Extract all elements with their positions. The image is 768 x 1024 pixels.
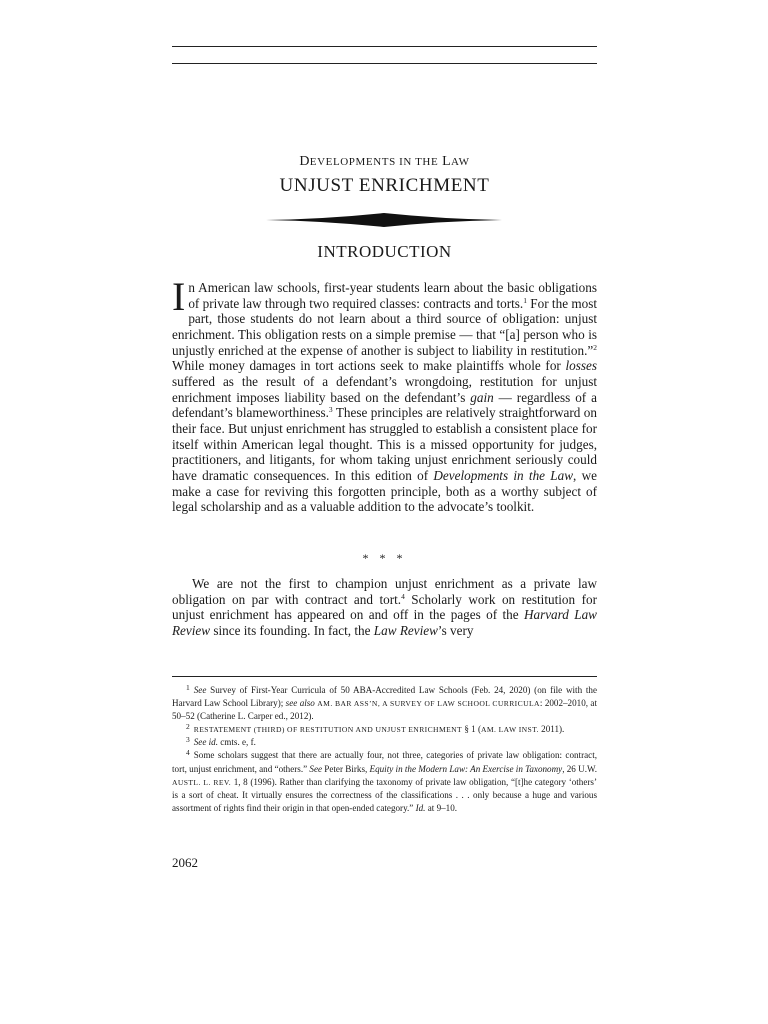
footnote-ref-1[interactable]: 1 [523, 295, 527, 305]
top-rule-upper [172, 46, 597, 47]
second-paragraph: We are not the first to champion unjust enrichment as a private law obligation on par with contract and tort.$^4$ Scholarly work on restitution for unjust enrichment has appeared on and off in the pages of the Harvard Law Review since its founding. In fact, the Law Review’s very [172, 576, 597, 638]
footnote-1: $^1$ See Survey of First-Year Curricula of 50 ABA-Accredited Law Schools (Feb. 24, 2020) (on file with the Harvard Law School Library); see also AM. BAR ASS’N, A SURVEY OF LAW SCHOOL CURRICULA: 2002–2010, at 50–52 (Catherine L. Carper ed., 2012). [172, 683, 597, 722]
footnote-divider [172, 676, 597, 677]
footnote-ref-2[interactable]: 2 [593, 342, 597, 352]
article-title: UNJUST ENRICHMENT [279, 175, 490, 196]
footnote-ref-4[interactable]: 4 [401, 591, 405, 601]
footnotes [172, 684, 597, 815]
top-rule-lower [172, 63, 597, 64]
section-heading: INTRODUCTION [317, 242, 452, 261]
footnote-3: $^3$ See id. cmts. e, f. [186, 735, 256, 748]
article-kicker: DEVELOPMENTS IN THE LAW [299, 154, 470, 169]
footnote-4: $^4$ Some scholars suggest that there are actually four, not three, categories of private law obligation: contract, tort, unjust enrichment, and “others.” See Peter Birks, Equity in the Modern Law: An Exercise in Taxonomy, 26 U.W. AUSTL. L. REV. 1, 8 (1996). Rather than clarifying the taxonomy of private law obligation, “[t]he category ‘others’ is a sort of cheat. It virtually ensures the correctness of the classifications . . . only because a huge and various assortment of rights find their origin in that open-ended category.” Id. at 9–10. [172, 748, 597, 813]
drop-cap: I [172, 274, 186, 319]
title-ornament [266, 213, 502, 227]
page-number: 2062 [172, 855, 198, 870]
footnote-2: $^2$ RESTATEMENT (THIRD) OF RESTITUTION AND UNJUST ENRICHMENT § 1 (AM. LAW INST. 2011). [186, 722, 565, 735]
footnote-ref-3[interactable]: 3 [328, 405, 333, 415]
intro-paragraph: In American law schools, first-year students learn about the basic obligations of private law through two required classes: contracts and torts.$^1$ For the most part, those students do not learn about a third source of obligation: unjust enrichment. This obligation rests on a simple premise — that “[a] person who is unjustly enriched at the expense of another is subject to liability in restitution.”$^2$ While money damages in tort actions seek to make plaintiffs whole for losses suffered as the result of a defendant’s wrongdoing, restitution for unjust enrichment imposes liability based on the defendant’s gain — regardless of a defendant’s blameworthiness.$^3$ These principles are relatively straightforward on their face. But unjust enrichment has struggled to establish a consistent place for itself within American legal thought. This is a missed opportunity for judges, practitioners, and litigants, for whom taking unjust enrichment seriously could have dramatic consequences. In this edition of Developments in the Law, we make a case for reviving this forgotten principle, both as a worthy subject of legal scholarship and as a valuable addition to the advocate’s toolkit. [172, 274, 598, 515]
section-break-asterism: * * * [362, 551, 407, 565]
